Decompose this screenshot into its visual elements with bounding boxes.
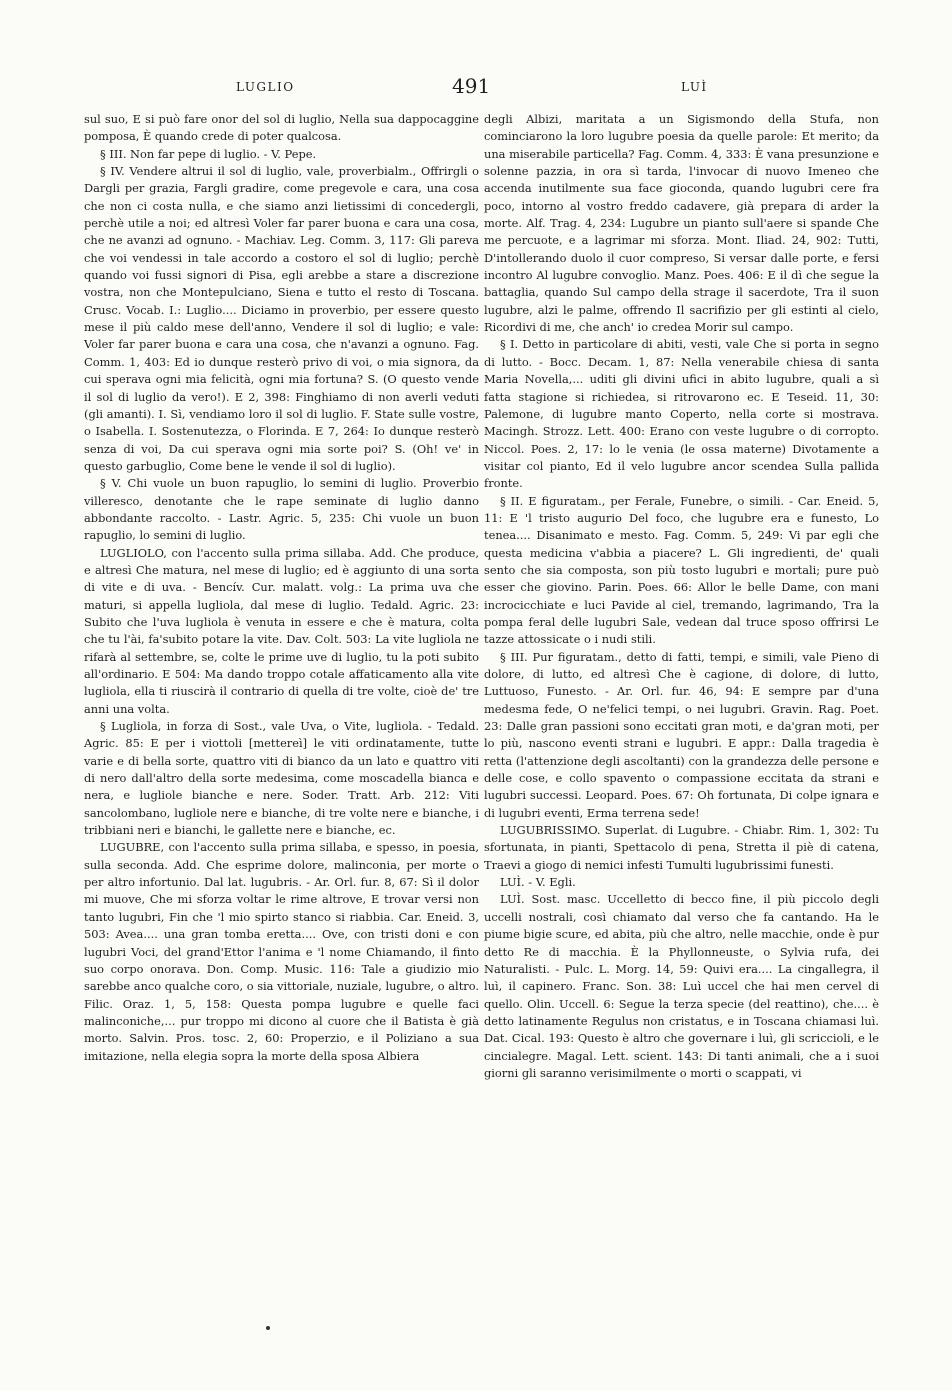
paragraph: § III. Pur figuratam., detto di fatti, tempi, e simili, vale Pieno di dolore, di lutto, ed altresì Che è cagione, di dolore, di lutto, Luttuoso, Funesto. - Ar. Orl. fur. 46, 94: E sempre par d'una medesma fede, O ne'felici tempi, o nei lugubri. Gravin. Rag. Poet. 23: Dalle gran passioni sono eccitati gran moti, e da'gran moti, per lo più, nascono eventi strani e lugubri. E appr.: Dalla tragedia è retta (l'attenzione degli ascoltanti) con la grandezza delle persone e delle cose, e collo spavento o compassione eccitata da strani e lugubri successi. Leopard. Poes. 67: Oh fortunata, Di colpe ignara e di lugubri eventi, Erma terrena sede! (484, 649, 879, 820)
paragraph: § II. E figuratam., per Ferale, Funebre, o simili. - Car. Eneid. 5, 11: E 'l tristo augurio Del foco, che lugubre era e funesto, Lo tenea.... Disanimato e mesto. Fag. Comm. 5, 249: Vi par egli che questa medicina v'abbia a piacere? L. Gli ingredienti, de' quali sento che sia composta, son più tosto lugubri e mortali; pure può esser che giovino. Parin. Poes. 66: Allor le belle Dame, con mani incrocicchiate e luci Pavide al ciel, tremando, lagrimando, Tra la pompa feral delle lugubri Sale, vedean dal truce sposo offrirsi Le tazze attossicate o i nudi stili. (484, 493, 879, 647)
paragraph: § IV. Vendere altrui il sol di luglio, vale, proverbialm., Offrirgli o Dargli per grazia, Fargli gradire, come pregevole e cara, una cosa che non ci costa nulla, e che siamo anzi lietissimi di concedergli, perchè utile a noi; ed altresì Voler far parer buona e cara una cosa, che ne avanzi ad ognuno. - Machiav. Leg. Comm. 3, 117: Gli pareva che voi vendessi in tale accordo a costoro el sol di luglio; perchè quando voi fussi signori di Pisa, egli arebbe a stare a discrezione vostra, non che Montepulciano, Siena e tutto el resto di Toscana. Crusc. Vocab. I.: Luglio.... Diciamo in proverbio, per essere questo mese il più caldo mese dell'anno, Vendere il sol di luglio; e vale: Voler far parer buona e cara una cosa, che n'avanzi a ognuno. Fag. Comm. 1, 403: Ed io dunque resterò privo di voi, o mia signora, da cui sperava ogni mia felicità, ogni mia fortuna? S. (O questo vende il sol di luglio da vero!). E 2, 398: Finghiamo di non averli veduti (gli amanti). I. Sì, vendiamo loro il sol di luglio. F. State sulle vostre, o Isabella. I. Sostenutezza, o Florinda. E 7, 264: Io dunque resterò senza di voi, Da cui sperava ogni mia sorte poi? S. (Oh! ve' in questo garbuglio, Come bene le vende il sol di luglio). (84, 164, 479, 473)
paragraph: § Lugliola, in forza di Sost., vale Uva, o Vite, lugliola. - Tedald. Agric. 85: E per i viottoli [mettereì] le viti ordinatamente, tutte varie e di bella sorte, quattro viti di bianco da un lato e quattro viti di nero dall'altro della sorte medesima, come moscadella bianca e nera, e lugliole bianche e nere. Soder. Tratt. Arb. 212: Viti sancolombano, lugliole nere e bianche, di tre volte nere e bianche, i tribbiani neri e bianchi, le gallette nere e bianche, ec. (84, 719, 479, 838)
paragraph: LUGUBRE, con l'accento sulla prima sillaba, e spesso, in poesia, sulla seconda. Add. Che esprime dolore, malinconia, per morte o per altro infortunio. Dal lat. lugubris. - Ar. Orl. fur. 8, 67: Sì il dolor mi muove, Che mi sforza voltar le rime altrove, E trovar versi non tanto lugubri, Fin che 'l mio spirto stanco si riabbia. Car. Eneid. 3, 503: Avea.... una gran tomba eretta.... Ove, con tristi doni e con lugubri Voci, del grand'Ettor l'anima e 'l nome Chiamando, il finto suo corpo onorava. Don. Comp. Music. 116: Tale a giudizio mio sarebbe anco qualche coro, o sia vittoriale, nuziale, lugubre, o altro. Filic. Oraz. 1, 5, 158: Questa pompa lugubre e quelle faci malinconiche,... pur troppo mi dicono al cuore che il Batista è già morto. Salvin. Pros. tosc. 2, 60: Properzio, e il Poliziano a sua imitazione, nella elegia sopra la morte della sposa Albiera (84, 840, 479, 1063)
paragraph: LUGLIOLO, con l'accento sulla prima sillaba. Add. Che produce, e altresì Che matura, nel mese di luglio; ed è aggiunto di una sorta di vite e di uva. - Bencív. Cur. malatt. volg.: La prima uva che maturi, si appella lugliola, dal mese di luglio. Tedald. Agric. 23: Subito che l'uva lugliola è venuta in essere e che è matura, colta che tu l'ài, fa'subito potare la vite. Dav. Colt. 503: La vite lugliola ne rifarà al settembre, se, colte le prime uve di luglio, tu la poti subito all'ordinario. E 504: Ma dando troppo cotale affaticamento alla vite lugliola, ella ti riuscirà il contrario di quella di tre volte, cioè de' tre anni una volta. (84, 545, 479, 716)
running-header (0, 76, 952, 104)
header-left-word: LUGLIO (236, 80, 295, 94)
paragraph: sul suo, E si può fare onor del sol di luglio, Nella sua dappocaggine pomposa, È quando crede di poter qualcosa. (84, 112, 479, 144)
paragraph: § I. Detto in particolare di abiti, vesti, vale Che si porta in segno di lutto. - Bocc. Decam. 1, 87: Nella venerabile chiesa di santa Maria Novella,... uditi gli divini ufici in abito lugubre, quali a sì fatta stagione si richiedea, si ritrovarono ec. E Teseid. 11, 30: Palemone, di lugubre manto Coperto, nella corte si mostrava. Macingh. Strozz. Lett. 400: Erano con veste lugubre o di corropto. Niccol. Poes. 2, 17: lo le venia (le ossa materne) Divotamente a visitar col pianto, Ed il velo lugubre ancor scendea Sulla pallida fronte. (484, 337, 879, 491)
header-right-word: LUÌ (681, 80, 708, 94)
paragraph: LUÌ. - V. Egli. (500, 875, 576, 890)
paragraph: LUGUBRISSIMO. Superlat. di Lugubre. - Chiabr. Rim. 1, 302: Tu sfortunata, in pianti, Spettacolo di pena, Stretta il piè di catena, Traevi a giogo di nemici infesti Tumulti lugubrissimi funesti. (484, 823, 879, 872)
right-column (484, 111, 879, 1082)
paragraph: degli Albizi, maritata a un Sigismondo della Stufa, non cominciarono la loro lugubre poesia da quelle parole: Et merito; da una miserabile particella? Fag. Comm. 4, 333: È vana presunzione e solenne pazzia, in ora sì tarda, l'invocar di nuovo Imeneo che accenda inutilmente sua face gioconda, quando lugubri cere fra poco, intorno al vostro freddo cadavere, già prepara di arder la morte. Alf. Trag. 4, 234: Lugubre un pianto sull'aere si spande Che me percuote, e a lagrimar mi sforza. Mont. Iliad. 24, 902: Tutti, D'intollerando duolo il cuor compreso, Si versar dalle porte, e fersi incontro Al lugubre convoglio. Manz. Poes. 406: E il dì che segue la battaglia, quando Sul campo della strage il sacerdote, Tra il suon lugubre, alzi le palme, offrendo Il sacrifizio per gli estinti al cielo, Ricordivi di me, che anch' io credea Morir sul campo. (484, 112, 879, 335)
paragraph: LUÌ. Sost. masc. Uccelletto di becco fine, il più piccolo degli uccelli nostrali, così chiamato dal verso che fa cantando. Ha le piume bigie scure, ed abita, più che altro, nelle macchie, onde è pur detto Re di macchia. È la Phyllonneuste, o Sylvia rufa, dei Naturalisti. - Pulc. L. Morg. 14, 59: Quivi era.... La cingallegra, il luì, il capinero. Franc. Son. 38: Luì uccel che hai men cervel di quello. Olin. Uccell. 6: Segue la terza specie (del reattino), che.... è detto latinamente Regulus non cristatus, e in Toscana chiamasi luì. Dat. Cical. 193: Questo è altro che governare i luì, gli scriccioli, e le cincialegre. Magal. Lett. scient. 143: Di tanti animali, che a i suoi giorni gli saranno verisimilmente o morti o scappati, vi (484, 892, 879, 1080)
page-number: 491 (452, 74, 491, 98)
paragraph: § III. Non far pepe di luglio. - V. Pepe. (100, 146, 317, 161)
left-column (84, 111, 479, 1065)
paragraph: § V. Chi vuole un buon rapuglio, lo semini di luglio. Proverbio villeresco, denotante che le rape seminate di luglio danno abbondante raccolto. - Lastr. Agric. 5, 235: Chi vuole un buon rapuglio, lo semini di luglio. (84, 476, 479, 543)
print-speck (266, 1326, 270, 1330)
